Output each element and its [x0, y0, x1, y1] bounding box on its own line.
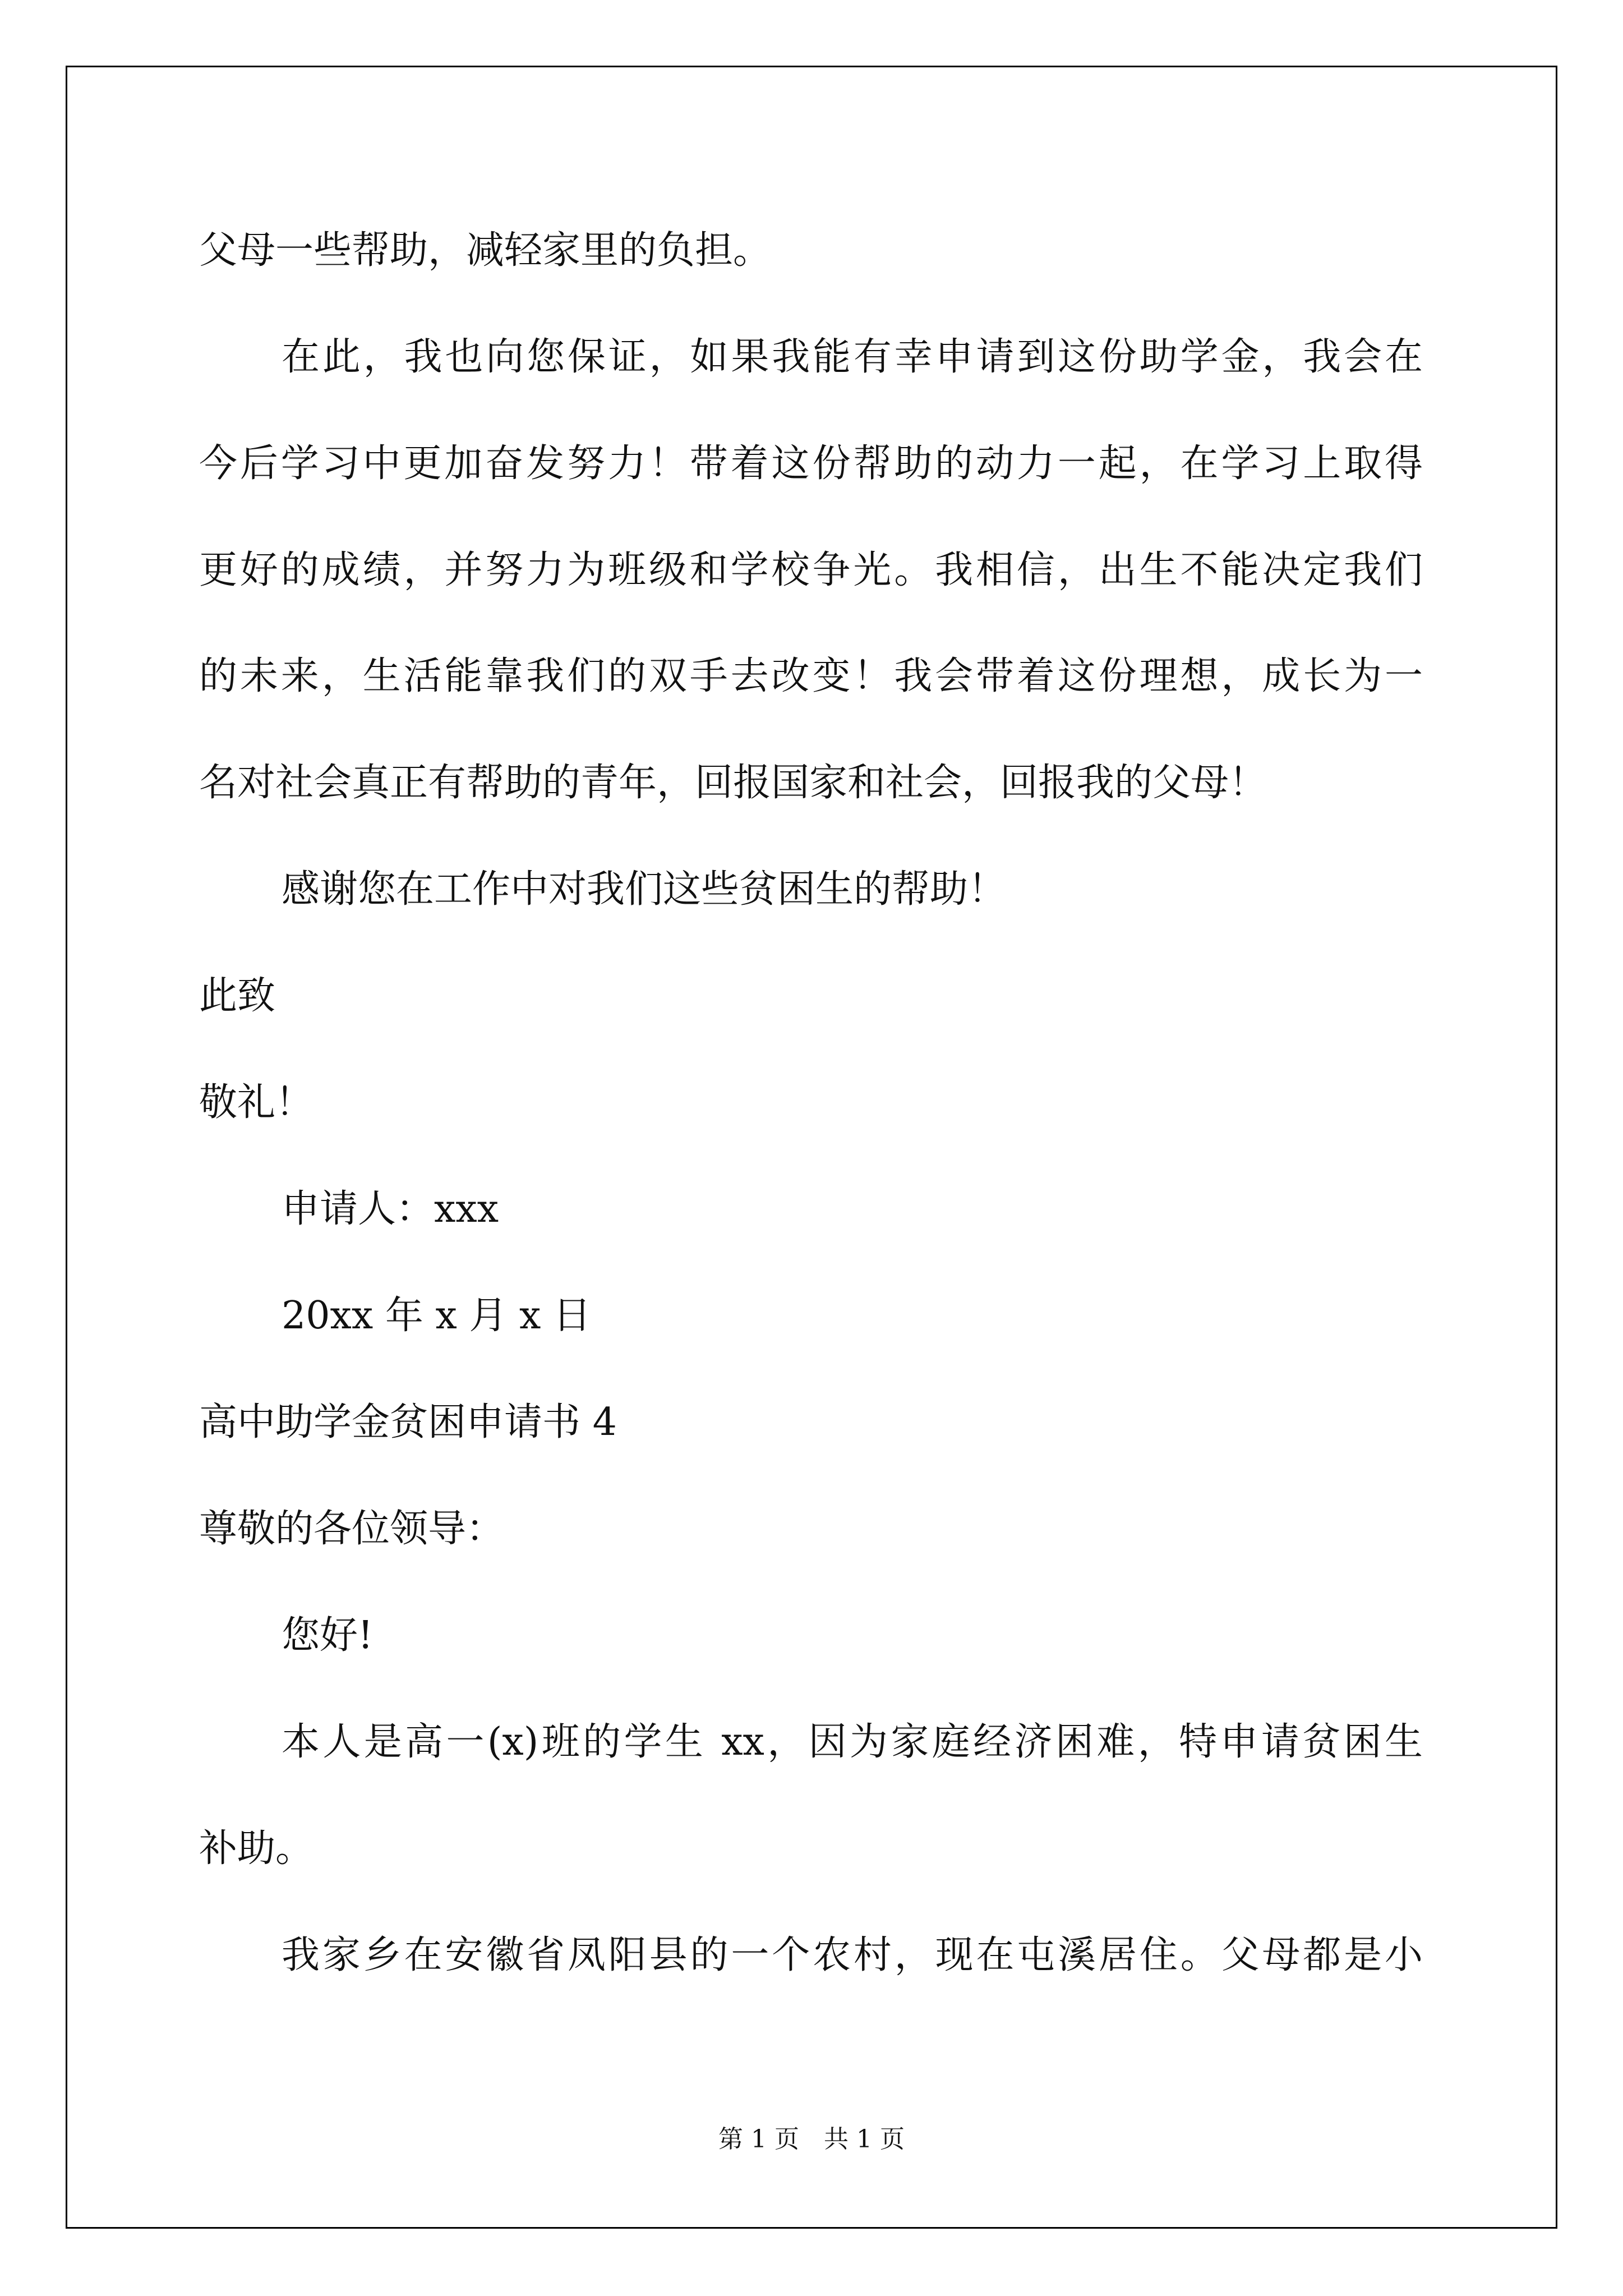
- closing-line: 此致: [199, 974, 276, 1018]
- text-line: 补助。: [199, 1826, 314, 1871]
- text-line: 在此，我也向您保证，如果我能有幸申请到这份助学金，我会在: [282, 335, 1423, 379]
- text-line: 今后学习中更加奋发努力！带着这份帮助的动力一起，在学习上取得: [199, 441, 1423, 486]
- page-border: [66, 66, 1557, 2229]
- section-title: 高中助学金贫困申请书 4: [199, 1400, 617, 1444]
- text-line: 的未来，生活能靠我们的双手去改变！我会带着这份理想，成长为一: [199, 654, 1423, 698]
- date-line: 20xx 年 x 月 x 日: [282, 1294, 592, 1338]
- page-number-footer: 第 1 页 共 1 页: [718, 2125, 905, 2154]
- text-line: 名对社会真正有帮助的青年，回报国家和社会，回报我的父母！: [199, 761, 1267, 805]
- greeting-line: 尊敬的各位领导：: [199, 1507, 505, 1551]
- text-line: 更好的成绩，并努力为班级和学校争光。我相信，出生不能决定我们: [199, 548, 1423, 592]
- applicant-line: 申请人：xxx: [282, 1187, 499, 1231]
- text-line: 我家乡在安徽省凤阳县的一个农村，现在屯溪居住。父母都是小: [282, 1933, 1423, 1977]
- greeting-line: 您好!: [282, 1613, 374, 1658]
- text-line: 本人是高一(x)班的学生 xx，因为家庭经济困难，特申请贫困生: [282, 1720, 1423, 1764]
- text-line: 感谢您在工作中对我们这些贫困生的帮助！: [282, 867, 1007, 912]
- text-line: 父母一些帮助，减轻家里的负担。: [199, 228, 772, 273]
- salutation-line: 敬礼！: [199, 1080, 314, 1125]
